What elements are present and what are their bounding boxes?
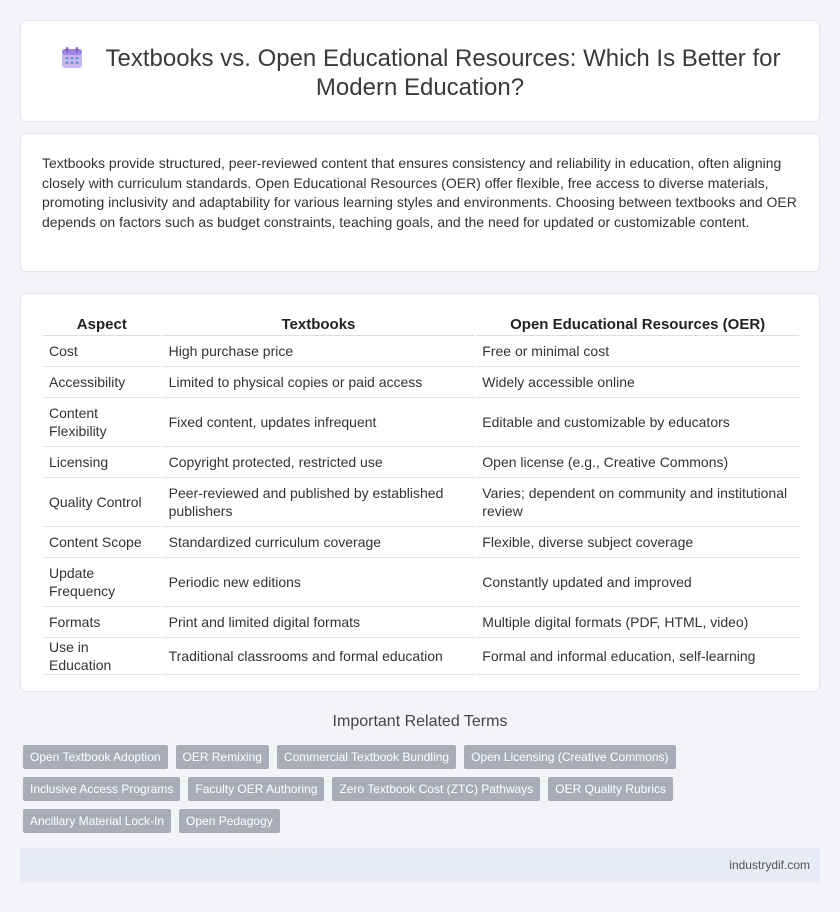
title-card <box>20 20 820 122</box>
tag-open-pedagogy[interactable]: Open Pedagogy <box>179 809 280 833</box>
table-cell-textbooks: Print and limited digital formats <box>163 607 475 638</box>
table-cell-aspect: Cost <box>43 336 161 367</box>
table-cell-aspect: Update Frequency <box>43 558 161 607</box>
comparison-table-card <box>20 293 820 692</box>
table-cell-textbooks: Limited to physical copies or paid access <box>163 367 475 398</box>
column-header-oer: Open Educational Resources (OER) <box>476 314 799 336</box>
table-cell-aspect: Formats <box>43 607 161 638</box>
comparison-table <box>41 314 801 675</box>
table-cell-textbooks: Periodic new editions <box>163 558 475 607</box>
table-cell-aspect: Content Scope <box>43 527 161 558</box>
table-row <box>43 336 799 367</box>
table-cell-oer: Constantly updated and improved <box>476 558 799 607</box>
page-title <box>21 44 819 102</box>
table-row <box>43 367 799 398</box>
column-header-aspect: Aspect <box>43 314 161 336</box>
table-header-row <box>43 314 799 336</box>
table-row <box>43 638 799 675</box>
table-cell-oer: Open license (e.g., Creative Commons) <box>476 447 799 478</box>
tag-oer-quality-rubrics[interactable]: OER Quality Rubrics <box>548 777 673 801</box>
tag-open-textbook-adoption[interactable]: Open Textbook Adoption <box>23 745 168 769</box>
table-cell-aspect: Content Flexibility <box>43 398 161 447</box>
table-cell-textbooks: Standardized curriculum coverage <box>163 527 475 558</box>
table-cell-textbooks: Traditional classrooms and formal education <box>163 638 475 675</box>
table-cell-textbooks: Fixed content, updates infrequent <box>163 398 475 447</box>
table-row <box>43 558 799 607</box>
table-cell-oer: Multiple digital formats (PDF, HTML, video) <box>476 607 799 638</box>
table-cell-oer: Formal and informal education, self-learning <box>476 638 799 675</box>
intro-paragraph: Textbooks provide structured, peer-reviewed content that ensures consistency and reliability in education, often aligning closely with curriculum standards. Open Educational Resources (OER) offer flexible, free access to diverse materials, promoting inclusivity and adaptability for various learning styles and environments. Choosing between textbooks and OER depends on factors such as budget constraints, teaching goals, and the need for updated or customizable content. <box>42 155 797 230</box>
table-row <box>43 607 799 638</box>
table-cell-oer: Varies; dependent on community and institutional review <box>476 478 799 527</box>
tag-ancillary-material-lock-in[interactable]: Ancillary Material Lock-In <box>23 809 171 833</box>
footer-site-link[interactable]: industrydif.com <box>729 858 810 872</box>
tag-inclusive-access-programs[interactable]: Inclusive Access Programs <box>23 777 180 801</box>
table-cell-textbooks: Copyright protected, restricted use <box>163 447 475 478</box>
tag-commercial-textbook-bundling[interactable]: Commercial Textbook Bundling <box>277 745 456 769</box>
table-cell-aspect: Licensing <box>43 447 161 478</box>
related-terms-heading: Important Related Terms <box>332 713 508 730</box>
table-row <box>43 398 799 447</box>
table-cell-oer: Editable and customizable by educators <box>476 398 799 447</box>
table-cell-aspect: Quality Control <box>43 478 161 527</box>
related-terms-tags <box>23 745 703 833</box>
page-title-text: Textbooks vs. Open Educational Resources: Which Is Better for Modern Education? <box>105 45 781 101</box>
table-row <box>43 478 799 527</box>
table-cell-aspect: Use in Education <box>43 638 161 675</box>
table-cell-textbooks: High purchase price <box>163 336 475 367</box>
tag-zero-textbook-cost[interactable]: Zero Textbook Cost (ZTC) Pathways <box>332 777 540 801</box>
table-cell-aspect: Accessibility <box>43 367 161 398</box>
table-cell-oer: Widely accessible online <box>476 367 799 398</box>
footer <box>20 848 820 882</box>
table-row <box>43 527 799 558</box>
column-header-textbooks: Textbooks <box>163 314 475 336</box>
table-row <box>43 447 799 478</box>
tag-oer-remixing[interactable]: OER Remixing <box>176 745 269 769</box>
tag-faculty-oer-authoring[interactable]: Faculty OER Authoring <box>188 777 324 801</box>
table-cell-oer: Free or minimal cost <box>476 336 799 367</box>
intro-card <box>20 133 820 272</box>
calendar-icon <box>60 46 86 70</box>
table-cell-textbooks: Peer-reviewed and published by established publishers <box>163 478 475 527</box>
table-cell-oer: Flexible, diverse subject coverage <box>476 527 799 558</box>
tag-open-licensing[interactable]: Open Licensing (Creative Commons) <box>464 745 675 769</box>
